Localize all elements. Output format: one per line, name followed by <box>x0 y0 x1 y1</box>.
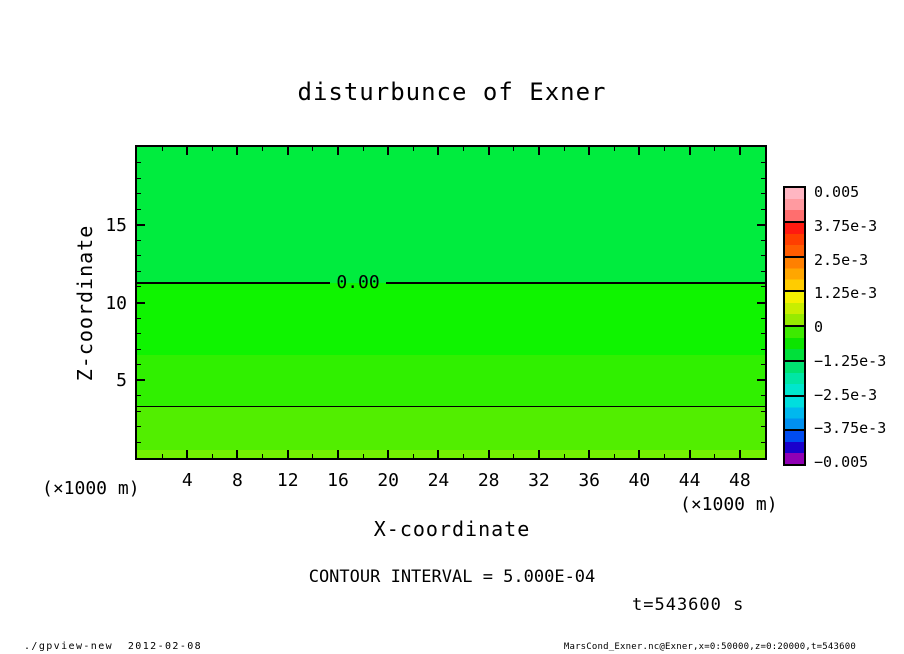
x-tick <box>186 147 188 155</box>
y-tick <box>137 286 141 287</box>
colorbar-block <box>785 429 804 464</box>
colorbar-block <box>785 360 804 395</box>
x-tick <box>262 147 263 151</box>
y-tick <box>761 318 765 319</box>
y-tick <box>137 349 141 350</box>
y-tick <box>761 193 765 194</box>
x-tick <box>638 450 640 458</box>
y-tick <box>761 442 765 443</box>
x-tick <box>463 147 464 151</box>
x-tick-label: 12 <box>276 470 299 491</box>
y-tick <box>137 364 141 365</box>
colorbar-block <box>785 325 804 360</box>
y-tick <box>137 411 141 412</box>
colorbar-tick-label: 2.5e-3 <box>814 250 869 269</box>
x-tick <box>437 147 439 155</box>
x-tick <box>664 147 665 151</box>
x-tick <box>564 147 565 151</box>
x-tick <box>488 147 490 155</box>
y-tick <box>761 364 765 365</box>
fill-band <box>137 147 765 283</box>
x-tick-label: 40 <box>628 470 651 491</box>
y-tick <box>137 255 141 256</box>
x-tick <box>387 147 389 155</box>
x-tick <box>689 147 691 155</box>
x-tick <box>312 454 313 458</box>
x-tick <box>186 450 188 458</box>
x-tick-label: 32 <box>528 470 550 491</box>
x-tick <box>212 147 213 151</box>
x-tick <box>363 454 364 458</box>
x-tick <box>714 454 715 458</box>
y-tick <box>757 379 765 381</box>
x-tick <box>337 147 339 155</box>
colorbar-tick-label: 0.005 <box>814 183 860 201</box>
x-tick <box>513 147 514 151</box>
y-tick <box>761 209 765 210</box>
x-axis-unit: (×1000 m) <box>680 494 778 515</box>
y-tick <box>761 255 765 256</box>
y-tick <box>137 162 141 163</box>
y-tick <box>761 395 765 396</box>
y-tick-label: 15 <box>105 214 127 236</box>
x-tick <box>287 450 289 458</box>
colorbar-block <box>785 188 804 221</box>
y-tick <box>757 302 765 304</box>
y-tick <box>137 333 141 334</box>
colorbar-tick-label: −2.5e-3 <box>814 385 878 404</box>
colorbar-block <box>785 395 804 430</box>
y-tick <box>137 224 145 226</box>
y-tick <box>761 411 765 412</box>
x-tick <box>162 147 163 151</box>
x-tick <box>614 147 615 151</box>
x-tick <box>739 450 741 458</box>
x-tick <box>236 147 238 155</box>
x-tick <box>664 454 665 458</box>
contour-interval-text: CONTOUR INTERVAL = 5.000E-04 <box>308 567 596 587</box>
y-axis-title: Z-coordinate <box>73 224 97 382</box>
x-tick <box>262 454 263 458</box>
x-tick-label: 48 <box>729 470 751 491</box>
y-tick <box>137 302 145 304</box>
x-tick-label: 44 <box>678 470 701 491</box>
y-tick <box>761 333 765 334</box>
contour-line <box>137 406 765 407</box>
contour-line <box>137 282 330 284</box>
x-tick <box>287 147 289 155</box>
x-tick-label: 24 <box>427 470 450 491</box>
colorbar-tick-label: −1.25e-3 <box>814 351 887 370</box>
x-tick <box>739 147 741 155</box>
x-tick-label: 8 <box>232 470 243 491</box>
y-tick <box>761 271 765 272</box>
y-tick <box>761 240 765 241</box>
x-tick <box>538 147 540 155</box>
y-tick <box>137 178 141 179</box>
y-tick <box>137 379 145 381</box>
footer-command: ./gpview-new 2012-02-08 <box>24 641 203 652</box>
colorbar-block <box>785 221 804 256</box>
x-tick <box>413 147 414 151</box>
x-tick <box>413 454 414 458</box>
y-tick <box>757 224 765 226</box>
contour-line <box>386 282 765 284</box>
x-tick <box>689 450 691 458</box>
y-tick <box>761 349 765 350</box>
colorbar-block <box>785 290 804 325</box>
y-tick <box>137 318 141 319</box>
x-tick-label: 36 <box>578 470 600 491</box>
y-tick <box>761 286 765 287</box>
x-tick-label: 16 <box>327 470 349 491</box>
colorbar-tick-label: −3.75e-3 <box>814 419 887 438</box>
y-tick <box>761 162 765 163</box>
chart-title: disturbunce of Exner <box>297 78 607 106</box>
fill-band <box>137 450 765 458</box>
footer-source: MarsCond_Exner.nc@Exner,x=0:50000,z=0:20000,t=543600 <box>563 642 856 652</box>
x-tick <box>588 147 590 155</box>
y-tick <box>761 178 765 179</box>
fill-band <box>137 355 765 407</box>
x-tick-label: 20 <box>377 470 400 491</box>
x-tick <box>564 454 565 458</box>
colorbar-tick-label: −0.005 <box>814 453 869 471</box>
x-tick <box>714 147 715 151</box>
y-tick <box>137 442 141 443</box>
y-tick <box>137 426 141 427</box>
y-tick <box>761 426 765 427</box>
x-tick <box>162 454 163 458</box>
plot-area <box>135 145 767 460</box>
x-tick <box>463 454 464 458</box>
x-tick <box>212 454 213 458</box>
contour-label: 0.00 <box>336 272 380 294</box>
x-tick <box>588 450 590 458</box>
y-tick <box>137 240 141 241</box>
x-tick <box>638 147 640 155</box>
y-tick <box>137 209 141 210</box>
y-tick-label: 10 <box>105 292 127 314</box>
colorbar <box>783 186 806 466</box>
x-tick <box>488 450 490 458</box>
x-tick-label: 28 <box>477 470 500 491</box>
colorbar-block <box>785 256 804 291</box>
x-axis-title: X-coordinate <box>373 517 531 541</box>
x-tick <box>387 450 389 458</box>
fill-band <box>137 407 765 450</box>
time-annotation: t=543600 s <box>632 595 745 615</box>
y-tick <box>137 271 141 272</box>
x-tick <box>312 147 313 151</box>
x-tick-label: 4 <box>181 470 193 491</box>
y-tick <box>137 193 141 194</box>
y-tick <box>137 395 141 396</box>
x-tick <box>363 147 364 151</box>
x-tick <box>337 450 339 458</box>
colorbar-tick-label: 3.75e-3 <box>814 216 878 235</box>
y-tick-label: 5 <box>116 370 127 392</box>
colorbar-tick-label: 1.25e-3 <box>814 284 878 303</box>
x-tick <box>513 454 514 458</box>
y-axis-unit: (×1000 m) <box>42 478 140 499</box>
x-tick <box>538 450 540 458</box>
fill-band <box>137 283 765 355</box>
x-tick <box>236 450 238 458</box>
colorbar-tick-label: 0 <box>814 318 824 336</box>
x-tick <box>437 450 439 458</box>
x-tick <box>614 454 615 458</box>
